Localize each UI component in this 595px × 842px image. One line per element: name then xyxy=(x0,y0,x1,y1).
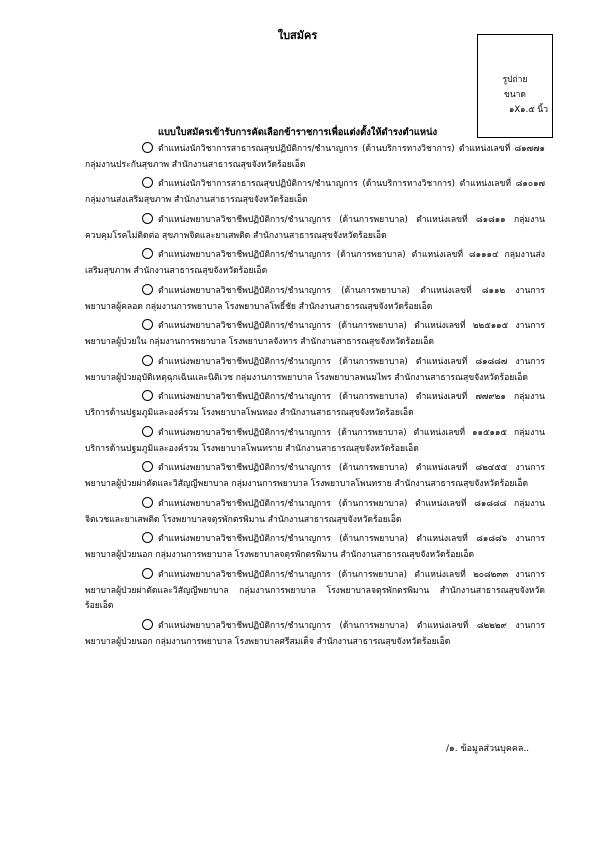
position-option xyxy=(85,177,545,209)
radio-button[interactable] xyxy=(142,319,153,330)
position-option xyxy=(85,390,545,422)
position-option xyxy=(85,568,545,615)
position-option xyxy=(85,248,545,280)
radio-button[interactable] xyxy=(142,497,153,508)
position-option-text: ตำแหน่งพยาบาลวิชาชีพปฏิบัติการ/ชำนาญการ (ด้านการพยาบาล) ตำแหน่งเลขที่ ๘๒๔๕๕ งานการพยาบาลผู้ป่วยผ่าตัดและวิสัญญีพยาบาล กลุ่มงานการพยาบาล โรงพยาบาลโพนทราย สำนักงานสาธารณสุขจังหวัดร้อยเอ็ด xyxy=(85,463,545,490)
position-option-text: ตำแหน่งพยาบาลวิชาชีพปฏิบัติการ/ชำนาญการ (ด้านการพยาบาล) ตำแหน่งเลขที่ ๘๑๘๘๖ งานการพยาบาลผู้ป่วยนอก กลุ่มงานการพยาบาล โรงพยาบาลจตุรพักตรพิมาน สำนักงานสาธารณสุขจังหวัดร้อยเอ็ด xyxy=(85,534,545,561)
radio-button[interactable] xyxy=(142,177,153,188)
position-option-text: ตำแหน่งพยาบาลวิชาชีพปฏิบัติการ/ชำนาญการ (ด้านการพยาบาล) ตำแหน่งเลขที่ ๘๑๘๘๘ กลุ่มงานจิตเวชและยาเสพติด โรงพยาบาลจตุรพักตรพิมาน สำนักงานสาธารณสุขจังหวัดร้อยเอ็ด xyxy=(85,498,545,525)
radio-button[interactable] xyxy=(142,568,153,579)
position-option xyxy=(85,142,545,174)
radio-button[interactable] xyxy=(142,426,153,437)
position-option-text: ตำแหน่งนักวิชาการสาธารณสุขปฏิบัติการ/ชำนาญการ (ด้านบริการทางวิชาการ) ตำแหน่งเลขที่ ๘๑๐๑๗ กลุ่มงานส่งเสริมสุขภาพ สำนักงานสาธารณสุขจังหวัดร้อยเอ็ด xyxy=(85,179,545,206)
position-option-text: ตำแหน่งพยาบาลวิชาชีพปฏิบัติการ/ชำนาญการ (ด้านการพยาบาล) ตำแหน่งเลขที่ ๘๒๒๒๙ งานการพยาบาลผู้ป่วยนอก กลุ่มงานการพยาบาล โรงพยาบาลศรีสมเด็จ สำนักงานสาธารณสุขจังหวัดร้อยเอ็ด xyxy=(85,621,545,647)
radio-button[interactable] xyxy=(142,532,153,543)
position-option xyxy=(85,619,545,651)
radio-button[interactable] xyxy=(142,213,153,224)
radio-button[interactable] xyxy=(142,619,153,630)
photo-box-dimensions: ๑X๑.๕ นิ้ว xyxy=(508,105,548,115)
radio-button[interactable] xyxy=(142,248,153,259)
photo-box-size-label: ขนาด xyxy=(504,90,526,100)
position-option-text: ตำแหน่งพยาบาลวิชาชีพปฏิบัติการ/ชำนาญการ (ด้านการพยาบาล) ตำแหน่งเลขที่ ๒๐๘๒๓๓ งานการพยาบาลผู้ป่วยผ่าตัดและวิสัญญีพยาบาล กลุ่มงานการพยาบาล โรงพยาบาลจตุรพักตรพิมาน สำนักงานสาธารณสุขจังหวัดร้อยเอ็ด xyxy=(85,569,545,612)
position-option xyxy=(85,213,545,245)
position-option xyxy=(85,461,545,493)
position-option xyxy=(85,284,545,316)
radio-button[interactable] xyxy=(142,284,153,295)
position-option-text: ตำแหน่งพยาบาลวิชาชีพปฏิบัติการ/ชำนาญการ (ด้านการพยาบาล) ตำแหน่งเลขที่ ๘๑๑๑๔ กลุ่มงานส่งเสริมสุขภาพ สำนักงานสาธารณสุขจังหวัดร้อยเอ็ด xyxy=(85,250,545,277)
radio-button[interactable] xyxy=(142,142,153,153)
position-option-text: ตำแหน่งพยาบาลวิชาชีพปฏิบัติการ/ชำนาญการ (ด้านการพยาบาล) ตำแหน่งเลขที่ ๒๒๕๑๑๕ งานการพยาบาลผู้ป่วยใน กลุ่มงานการพยาบาล โรงพยาบาลจังหาร สำนักงานสาธารณสุขจังหวัดร้อยเอ็ด xyxy=(85,321,545,348)
position-option-text: ตำแหน่งพยาบาลวิชาชีพปฏิบัติการ/ชำนาญการ (ด้านการพยาบาล) ตำแหน่งเลขที่ ๘๑๘๑๑ กลุ่มงานควบคุมโรคไม่ติดต่อ สุขภาพจิตและยาเสพติด สำนักงานสาธารณสุขจังหวัดร้อยเอ็ด xyxy=(85,214,545,241)
position-option-text: ตำแหน่งนักวิชาการสาธารณสุขปฏิบัติการ/ชำนาญการ (ด้านบริการทางวิชาการ) ตำแหน่งเลขที่ ๘๑๗๗๑ กลุ่มงานประกันสุขภาพ สำนักงานสาธารณสุขจังหวัดร้อยเอ็ด xyxy=(85,144,545,170)
photo-box xyxy=(477,34,553,138)
position-options-list xyxy=(85,142,545,651)
position-option-text: ตำแหน่งพยาบาลวิชาชีพปฏิบัติการ/ชำนาญการ (ด้านการพยาบาล) ตำแหน่งเลขที่ ๑๑๕๑๑๕ กลุ่มงานบริการด้านปฐมภูมิและองค์รวม โรงพยาบาลโพนทราย สำนักงานสาธารณสุขจังหวัดร้อยเอ็ด xyxy=(85,427,545,454)
radio-button[interactable] xyxy=(142,390,153,401)
footer-note: /๑. ข้อมูลส่วนบุคคล.. xyxy=(446,744,530,754)
position-option-text: ตำแหน่งพยาบาลวิชาชีพปฏิบัติการ/ชำนาญการ (ด้านการพยาบาล) ตำแหน่งเลขที่ ๘๑๑๒ งานการพยาบาลผู้คลอด กลุ่มงานการพยาบาล โรงพยาบาลโพธิ์ชัย สำนักงานสาธารณสุขจังหวัดร้อยเอ็ด xyxy=(85,285,545,312)
position-option xyxy=(85,426,545,458)
position-option xyxy=(85,497,545,529)
form-title: แบบใบสมัครเข้ารับการคัดเลือกข้าราชการเพื่อแต่งตั้งให้ดำรงตำแหน่ง xyxy=(157,127,438,138)
position-option-text: ตำแหน่งพยาบาลวิชาชีพปฏิบัติการ/ชำนาญการ (ด้านการพยาบาล) ตำแหน่งเลขที่ ๘๑๘๘๗ งานการพยาบาลผู้ป่วยอุบัติเหตุฉุกเฉินและนิติเวช กลุ่มงานการพยาบาล โรงพยาบาลพนมไพร สำนักงานสาธารณสุขจังหวัดร้อยเอ็ด xyxy=(85,356,545,383)
radio-button[interactable] xyxy=(142,355,153,366)
radio-button[interactable] xyxy=(142,461,153,472)
position-option xyxy=(85,319,545,351)
position-option xyxy=(85,532,545,564)
photo-box-label: รูปถ่าย xyxy=(502,75,528,85)
position-option-text: ตำแหน่งพยาบาลวิชาชีพปฏิบัติการ/ชำนาญการ (ด้านการพยาบาล) ตำแหน่งเลขที่ ๗๗๙๒๑ กลุ่มงานบริการด้านปฐมภูมิและองค์รวม โรงพยาบาลโพนทอง สำนักงานสาธารณสุขจังหวัดร้อยเอ็ด xyxy=(85,392,545,419)
position-option xyxy=(85,355,545,387)
document-title: ใบสมัคร xyxy=(277,29,318,42)
